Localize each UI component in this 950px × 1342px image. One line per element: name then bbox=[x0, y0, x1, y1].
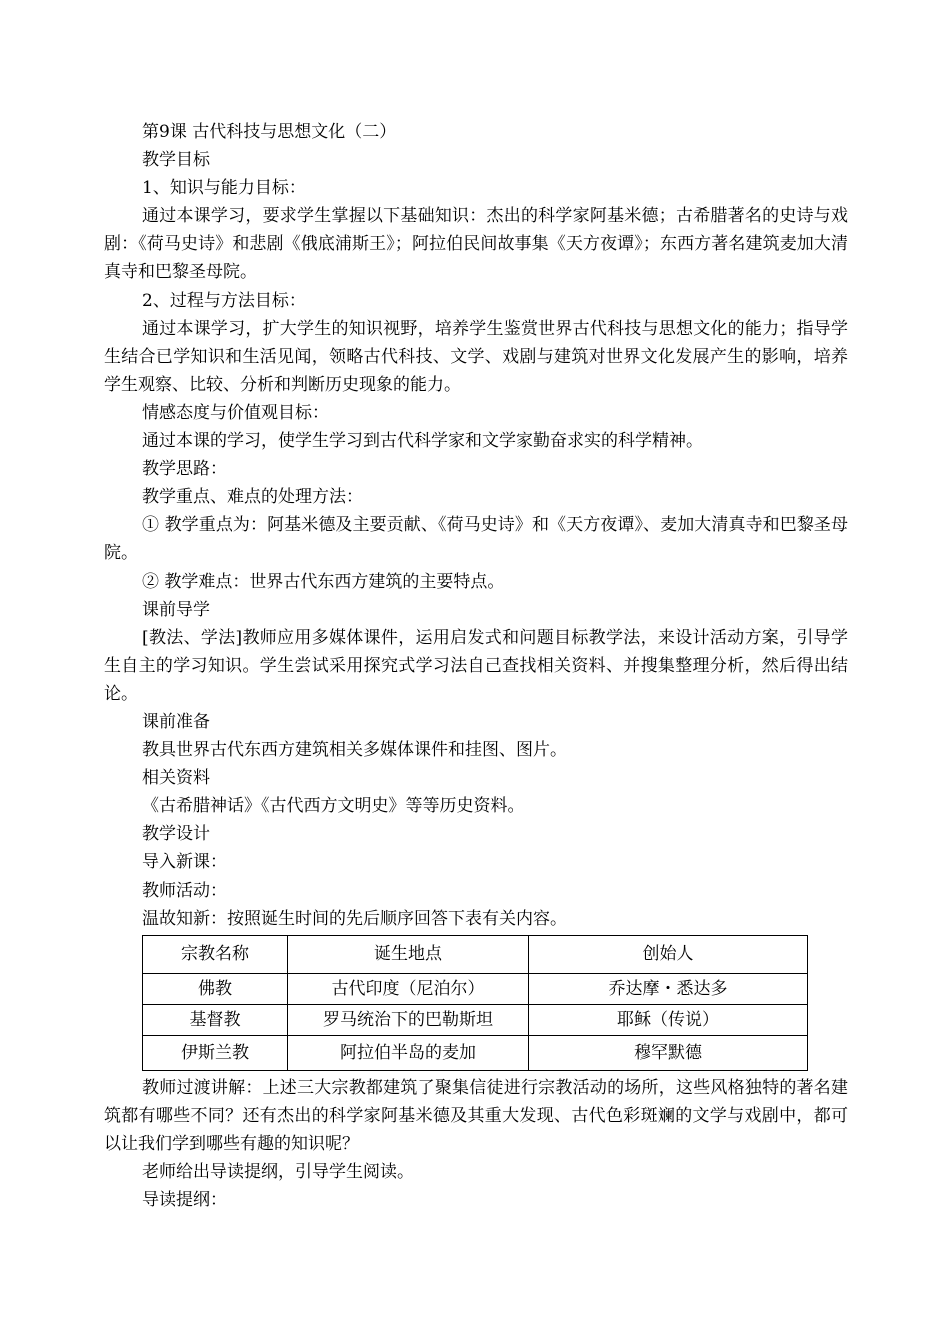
table-header-cell: 宗教名称 bbox=[143, 935, 288, 973]
paragraph-process-goal: 通过本课学习，扩大学生的知识视野，培养学生鉴赏世界古代科技与思想文化的能力；指导学生结合已学知识和生活见闻，领略古代科技、文学、戏剧与建筑对世界文化发展产生的影响，培养学生观察、比较、分析和判断历史现象的能力。 bbox=[104, 318, 848, 395]
table-header-cell: 诞生地点 bbox=[288, 935, 529, 973]
table-cell: 基督教 bbox=[143, 1004, 288, 1035]
table-cell: 阿拉伯半岛的麦加 bbox=[288, 1035, 529, 1070]
heading-pre-class-guide: 课前导学 bbox=[142, 599, 210, 620]
table-cell: 耶稣（传说） bbox=[529, 1004, 808, 1035]
heading-preparation: 课前准备 bbox=[142, 711, 210, 732]
table-row bbox=[143, 973, 808, 1004]
heading-key-points-method: 教学重点、难点的处理方法： bbox=[142, 487, 363, 508]
table-cell: 穆罕默德 bbox=[529, 1035, 808, 1070]
table-row bbox=[143, 1035, 808, 1070]
table-row bbox=[143, 1004, 808, 1035]
table-header-row bbox=[143, 935, 808, 973]
paragraph-review-prompt: 温故知新：按照诞生时间的先后顺序回答下表有关内容。 bbox=[142, 908, 567, 929]
table-header-cell: 创始人 bbox=[529, 935, 808, 973]
paragraph-key-points: ① 教学重点为：阿基米德及主要贡献、《荷马史诗》和《天方夜谭》、麦加大清真寺和巴黎圣母院。 bbox=[104, 515, 848, 564]
paragraph-related-materials: 《古希腊神话》《古代西方文明史》等等历史资料。 bbox=[142, 796, 525, 817]
paragraph-reading-outline-intro: 老师给出导读提纲，引导学生阅读。 bbox=[142, 1162, 414, 1182]
heading-emotion-goal: 情感态度与价值观目标： bbox=[142, 402, 329, 423]
table-cell: 乔达摩・悉达多 bbox=[529, 973, 808, 1004]
religion-table bbox=[142, 935, 808, 1071]
paragraph-emotion-goal: 通过本课的学习，使学生学习到古代科学家和文学家勤奋求实的科学精神。 bbox=[142, 431, 703, 452]
table-cell: 伊斯兰教 bbox=[143, 1035, 288, 1070]
paragraph-knowledge-goal: 通过本课学习，要求学生掌握以下基础知识：杰出的科学家阿基米德；古希腊著名的史诗与戏剧：《荷马史诗》和悲剧《俄底浦斯王》；阿拉伯民间故事集《天方夜谭》；东西方著名建筑麦加大清真寺和巴黎圣母院。 bbox=[104, 206, 848, 283]
paragraph-teaching-aids: 教具世界古代东西方建筑相关多媒体课件和挂图、图片。 bbox=[142, 740, 567, 761]
heading-teaching-approach: 教学思路： bbox=[142, 459, 227, 480]
paragraph-difficult-points: ② 教学难点：世界古代东西方建筑的主要特点。 bbox=[142, 571, 505, 592]
heading-teacher-activity: 教师活动： bbox=[142, 880, 227, 901]
lesson-title: 第9课 古代科技与思想文化（二） bbox=[142, 122, 397, 142]
heading-teaching-design: 教学设计 bbox=[142, 824, 210, 845]
table-cell: 佛教 bbox=[143, 973, 288, 1004]
paragraph-teacher-transition: 教师过渡讲解：上述三大宗教都建筑了聚集信徒进行宗教活动的场所，这些风格独特的著名建筑都有哪些不同？还有杰出的科学家阿基米德及其重大发现、古代色彩斑斓的文学与戏剧中，都可以让我们学到哪些有趣的知识呢？ bbox=[104, 1077, 848, 1154]
document-page bbox=[104, 118, 848, 1214]
heading-knowledge-goal: 1、知识与能力目标： bbox=[142, 178, 306, 199]
table-cell: 罗马统治下的巴勒斯坦 bbox=[288, 1004, 529, 1035]
heading-introduction: 导入新课： bbox=[142, 852, 227, 873]
heading-teaching-goals: 教学目标 bbox=[142, 150, 210, 171]
heading-related-materials: 相关资料 bbox=[142, 768, 210, 789]
heading-reading-outline: 导读提纲： bbox=[142, 1190, 227, 1211]
paragraph-teaching-methods: [教法、学法]教师应用多媒体课件，运用启发式和问题目标教学法，来设计活动方案，引导学生自主的学习知识。学生尝试采用探究式学习法自己查找相关资料、并搜集整理分析，然后得出结论。 bbox=[104, 627, 848, 704]
heading-process-goal: 2、过程与方法目标： bbox=[142, 290, 306, 311]
table-cell: 古代印度（尼泊尔） bbox=[288, 973, 529, 1004]
